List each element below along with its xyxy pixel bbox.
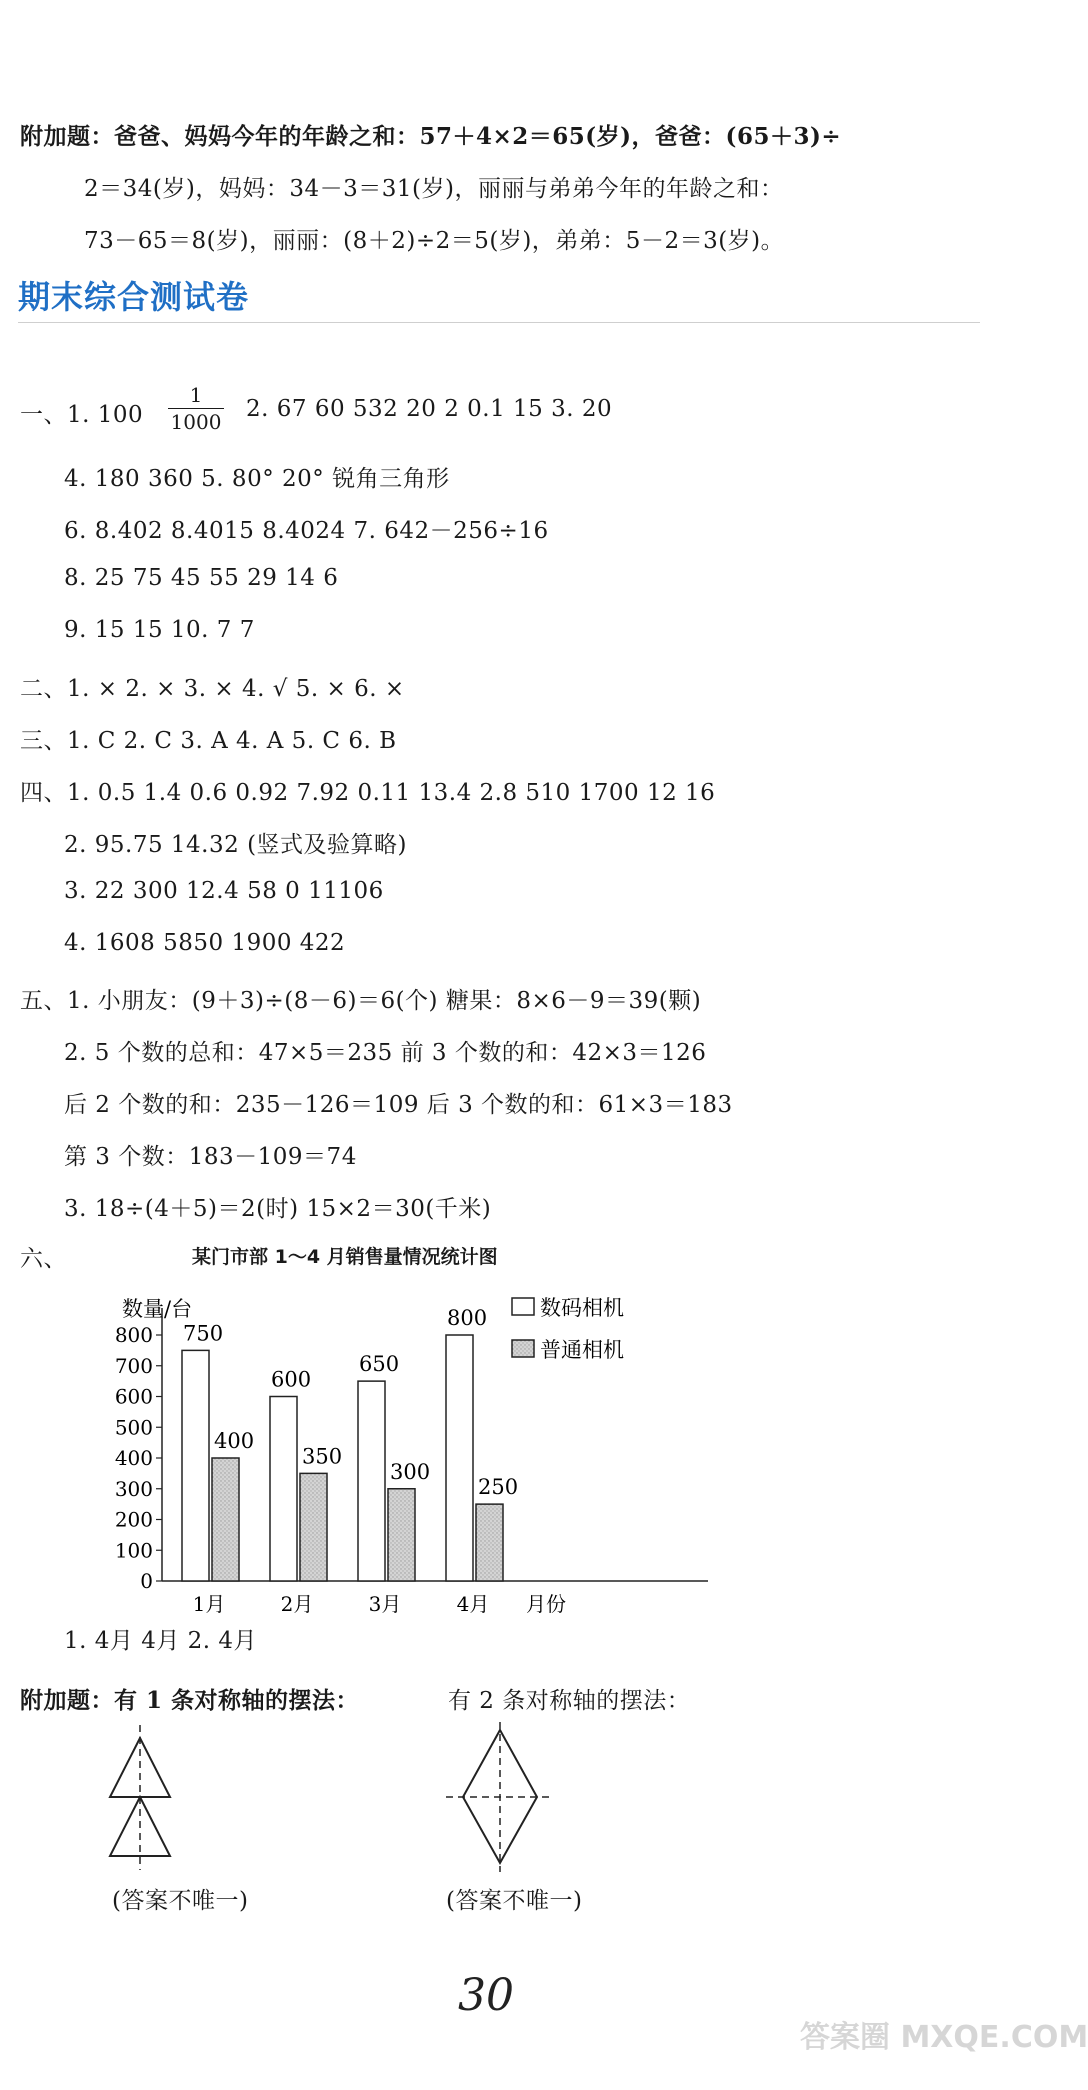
x-tick-label: 1月 — [192, 1592, 226, 1616]
y-axis-label: 数量/台 — [122, 1297, 193, 1321]
one-axis-figure — [110, 1725, 170, 1870]
part1-row2: 4. 180 360 5. 80° 20° 锐角三角形 — [64, 466, 450, 492]
y-tick-label: 600 — [114, 1384, 153, 1409]
bar-digital-camera — [182, 1350, 209, 1581]
title-underline — [18, 322, 980, 323]
x-tick-label: 2月 — [280, 1592, 314, 1616]
extra-question-line-2: 2＝34(岁)，妈妈：34－3＝31(岁)，丽丽与弟弟今年的年龄之和： — [84, 176, 784, 202]
part1-row3: 6. 8.402 8.4015 8.4024 7. 642－256÷16 — [64, 518, 549, 544]
legend-swatch-digital — [512, 1298, 534, 1315]
bar-chart — [0, 1268, 1000, 1648]
part1-row4: 8. 25 75 45 55 29 14 6 — [64, 565, 339, 591]
legend-label-digital: 数码相机 — [540, 1296, 624, 1320]
bar-normal-camera — [388, 1489, 415, 1581]
bar-label-digital: 600 — [271, 1367, 312, 1392]
bar-label-normal: 400 — [214, 1429, 255, 1453]
part4-row2: 2. 95.75 14.32 (竖式及验算略) — [64, 832, 408, 858]
fraction-denominator: 1000 — [170, 410, 222, 434]
note-left: (答案不唯一) — [112, 1888, 249, 1914]
fraction-numerator: 1 — [189, 383, 203, 407]
x-tick-label: 4月 — [456, 1592, 490, 1616]
extra-question-line-1 — [20, 118, 841, 151]
part4-row4: 4. 1608 5850 1900 422 — [64, 930, 346, 956]
bar-label-normal: 350 — [302, 1444, 343, 1469]
part5-row5: 3. 18÷(4＋5)＝2(时) 15×2＝30(千米) — [64, 1196, 492, 1222]
bar-normal-camera — [300, 1473, 327, 1581]
x-tick-label: 3月 — [368, 1592, 402, 1616]
bar-label-normal: 250 — [478, 1475, 519, 1500]
part6-label: 六、 — [20, 1246, 67, 1272]
section-title: 期末综合测试卷 — [18, 278, 250, 316]
part5-row4: 第 3 个数：183－109＝74 — [64, 1144, 357, 1170]
part4-row3: 3. 22 300 12.4 58 0 11106 — [64, 878, 384, 904]
legend-swatch-normal — [512, 1340, 534, 1357]
y-tick-label: 700 — [114, 1353, 153, 1378]
part5-row3: 后 2 个数的和：235－126＝109 后 3 个数的和：61×3＝183 — [64, 1092, 733, 1118]
bar-label-normal: 300 — [390, 1459, 431, 1484]
extra-question-line-3: 73－65＝8(岁)，丽丽：(8＋2)÷2＝5(岁)，弟弟：5－2＝3(岁)。 — [84, 228, 785, 254]
y-tick-label: 0 — [140, 1569, 153, 1593]
y-tick-label: 300 — [114, 1476, 153, 1501]
extra2-right-label: 有 2 条对称轴的摆法： — [448, 1688, 691, 1714]
x-axis-label: 月份 — [526, 1592, 566, 1616]
part1-row1-a: 一、1. 100 — [20, 402, 144, 428]
part6-answers: 1. 4月 4月 2. 4月 — [64, 1628, 258, 1654]
part2-row: 二、1. × 2. × 3. × 4. √ 5. × 6. × — [20, 676, 405, 702]
chart-title: 某门市部 1～4 月销售量情况统计图 — [192, 1246, 498, 1268]
y-tick-label: 400 — [114, 1446, 153, 1470]
extra2-label-text: 附加题：有 1 条对称轴的摆法： — [20, 1687, 360, 1714]
bar-digital-camera — [270, 1397, 297, 1582]
legend-label-normal: 普通相机 — [540, 1338, 624, 1362]
fraction-bar — [168, 408, 224, 409]
part5-row2: 2. 5 个数的总和：47×5＝235 前 3 个数的和：42×3＝126 — [64, 1040, 707, 1066]
two-axis-figure — [446, 1722, 554, 1872]
part3-row: 三、1. C 2. C 3. A 4. A 5. C 6. B — [20, 728, 397, 754]
symmetry-diagrams — [0, 1720, 1000, 1880]
extra2-left-label — [20, 1682, 359, 1715]
extra-line1-text: 附加题：爸爸、妈妈今年的年龄之和：57＋4×2＝65(岁)，爸爸：(65＋3)÷ — [20, 123, 842, 150]
fraction — [168, 384, 224, 433]
y-tick-label: 500 — [114, 1415, 153, 1440]
part1-row1-b: 2. 67 60 532 20 2 0.1 15 3. 20 — [246, 396, 613, 422]
watermark-logo: 答案圈 MXQE.COM — [800, 2020, 1088, 2055]
bar-digital-camera — [446, 1335, 473, 1581]
note-right: (答案不唯一) — [446, 1888, 583, 1914]
bar-label-digital: 800 — [447, 1306, 488, 1330]
y-tick-label: 200 — [114, 1507, 153, 1532]
part4-row1: 四、1. 0.5 1.4 0.6 0.92 7.92 0.11 13.4 2.8 510 1700 12 16 — [20, 780, 716, 806]
bar-digital-camera — [358, 1381, 385, 1581]
y-tick-label: 100 — [114, 1538, 153, 1563]
bar-normal-camera — [476, 1504, 503, 1581]
page-number: 30 — [458, 1970, 514, 2021]
bar-label-digital: 750 — [183, 1321, 224, 1346]
bar-normal-camera — [212, 1458, 239, 1581]
y-tick-label: 800 — [114, 1323, 153, 1347]
part1-row5: 9. 15 15 10. 7 7 — [64, 617, 255, 643]
part5-row1: 五、1. 小朋友：(9＋3)÷(8－6)＝6(个) 糖果：8×6－9＝39(颗) — [20, 988, 702, 1014]
bar-label-digital: 650 — [359, 1352, 400, 1377]
